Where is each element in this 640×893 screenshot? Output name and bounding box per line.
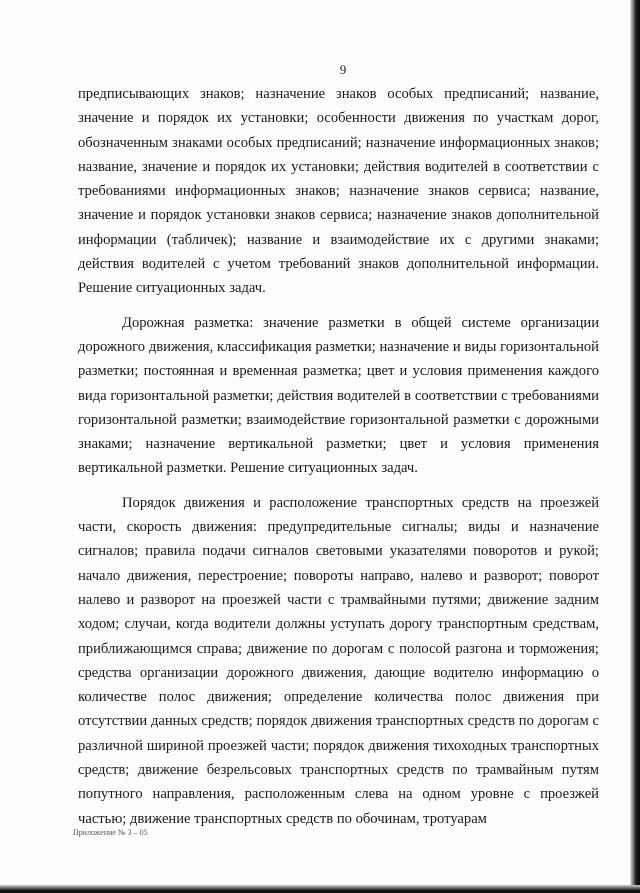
body-text	[78, 82, 599, 831]
paragraph-traffic-order: Порядок движения и расположение транспортных средств на проезжей части, скорость движения: предупредительные сигналы; виды и назначение сигналов; правила подачи сигналов световыми указателями поворотов и рукой; начало движения, перестроение; повороты направо, налево и разворот; поворот налево и разворот на проезжей части с трамвайными путями; движение задним ходом; случаи, когда водители должны уступать дорогу транспортным средствам, приближающимся справа; движение по дорогам с полосой разгона и торможения; средства организации дорожного движения, дающие водителю информацию о количестве полос движения; определение количества полос движения при отсутствии данных средств; порядок движения транспортных средств по дорогам с различной шириной проезжей части; порядок движения тихоходных транспортных средств; движение безрельсовых транспортных средств по трамвайным путям попутного направления, расположенным слева на одном уровне с проезжей частью; движение транспортных средств по обочинам, тротуарам	[78, 494, 599, 827]
page-footer: Приложение № 3 – 05	[73, 828, 148, 837]
scan-edge-right	[630, 0, 640, 893]
paragraph-road-marking: Дорожная разметка: значение разметки в общей системе организации дорожного движения, классификация разметки; назначение и виды горизонтальной разметки; постоянная и временная разметка; цвет и условия применения каждого вида горизонтальной разметки; действия водителей в соответствии с требованиями горизонтальной разметки; взаимодействие горизонтальной разметки с дорожными знаками; назначение вертикальной разметки; цвет и условия применения вертикальной разметки. Решение ситуационных задач.	[78, 314, 599, 477]
scan-edge-bottom	[0, 885, 640, 893]
page-number: 9	[339, 62, 347, 77]
paragraph-continued: предписывающих знаков; назначение знаков особых предписаний; название, значение и порядок их установки; особенности движения по участкам дорог, обозначенным знаками особых предписаний; назначение информационных знаков; название, значение и порядок их установки; действия водителей в соответствии с требованиями информационных знаков; назначение знаков сервиса; название, значение и порядок установки знаков сервиса; назначение знаков дополнительной информации (табличек); название и взаимодействие их с другими знаками; действия водителей с учетом требований знаков дополнительной информации. Решение ситуационных задач.	[78, 86, 599, 297]
